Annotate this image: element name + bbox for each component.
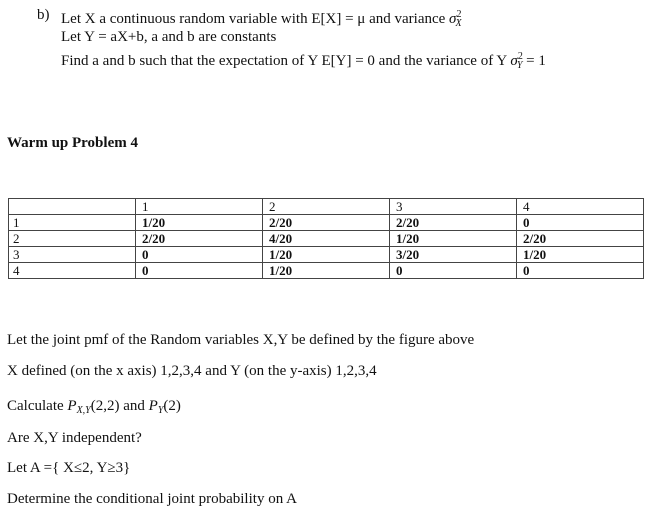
table-cell: 2/20	[517, 231, 644, 247]
table-cell: 0	[517, 215, 644, 231]
warmup-title: Warm up Problem 4	[7, 135, 138, 151]
problem-line-4: Are X,Y independent?	[7, 430, 142, 446]
superscript: 2	[517, 51, 523, 62]
problem-line-1: Let the joint pmf of the Random variables X,Y be defined by the figure above	[7, 332, 475, 348]
table-cell: 0	[390, 263, 517, 279]
table-cell: 2/20	[263, 215, 390, 231]
part-b-line-3-text: Find a and b such that the expectation of Y E[Y] = 0 and the variance of Y	[61, 53, 511, 69]
part-b-line-2: Let Y = aX+b, a and b are constants	[61, 29, 277, 45]
table-row-label: 3	[9, 247, 136, 263]
table-row	[9, 263, 644, 279]
table-corner-cell	[9, 199, 136, 215]
table-cell: 1/20	[517, 247, 644, 263]
part-b-line-1-text: Let X a continuous random variable with E[X] = μ and variance	[61, 11, 450, 27]
table-cell: 2/20	[390, 215, 517, 231]
pmf-table	[8, 198, 644, 279]
problem-line-6: Determine the conditional joint probability on A	[7, 491, 297, 507]
table-cell: 0	[136, 247, 263, 263]
subscript: Y	[516, 60, 523, 71]
problem-line-3	[7, 397, 181, 420]
table-cell: 0	[136, 263, 263, 279]
table-header-row	[9, 199, 644, 215]
table-header-cell: 2	[263, 199, 390, 215]
table-header-cell: 4	[517, 199, 644, 215]
subscript-xy: X,Y	[76, 405, 91, 416]
subscript: X	[455, 18, 462, 29]
and-text: and	[119, 398, 149, 414]
table-row-label: 1	[9, 215, 136, 231]
calculate-text: Calculate	[7, 398, 68, 414]
table-row	[9, 215, 644, 231]
part-b-line-3	[61, 48, 546, 75]
table-cell: 1/20	[136, 215, 263, 231]
subscript-y: Y	[157, 405, 164, 416]
sigma-symbol: σ	[510, 53, 518, 69]
table-header-cell: 1	[136, 199, 263, 215]
prob-symbol-marginal: P	[148, 398, 158, 414]
marginal-args: (2)	[163, 398, 181, 414]
table-cell: 1/20	[263, 263, 390, 279]
table-cell: 3/20	[390, 247, 517, 263]
table-cell: 4/20	[263, 231, 390, 247]
problem-line-5: Let A ={ X≤2, Y≥3}	[7, 460, 131, 476]
table-row-label: 4	[9, 263, 136, 279]
table-cell: 1/20	[390, 231, 517, 247]
table-cell: 2/20	[136, 231, 263, 247]
problem-line-2: X defined (on the x axis) 1,2,3,4 and Y (on the y-axis) 1,2,3,4	[7, 363, 377, 379]
part-b-line-3-suffix: = 1	[522, 53, 546, 69]
table-row	[9, 231, 644, 247]
sigma-symbol: σ	[449, 11, 457, 27]
table-cell: 1/20	[263, 247, 390, 263]
table-row-label: 2	[9, 231, 136, 247]
table-header-cell: 3	[390, 199, 517, 215]
table-row	[9, 247, 644, 263]
superscript: 2	[456, 9, 462, 20]
prob-symbol-joint: P	[67, 398, 77, 414]
joint-args: (2,2)	[90, 398, 120, 414]
part-b-label: b)	[37, 7, 50, 23]
table-cell: 0	[517, 263, 644, 279]
